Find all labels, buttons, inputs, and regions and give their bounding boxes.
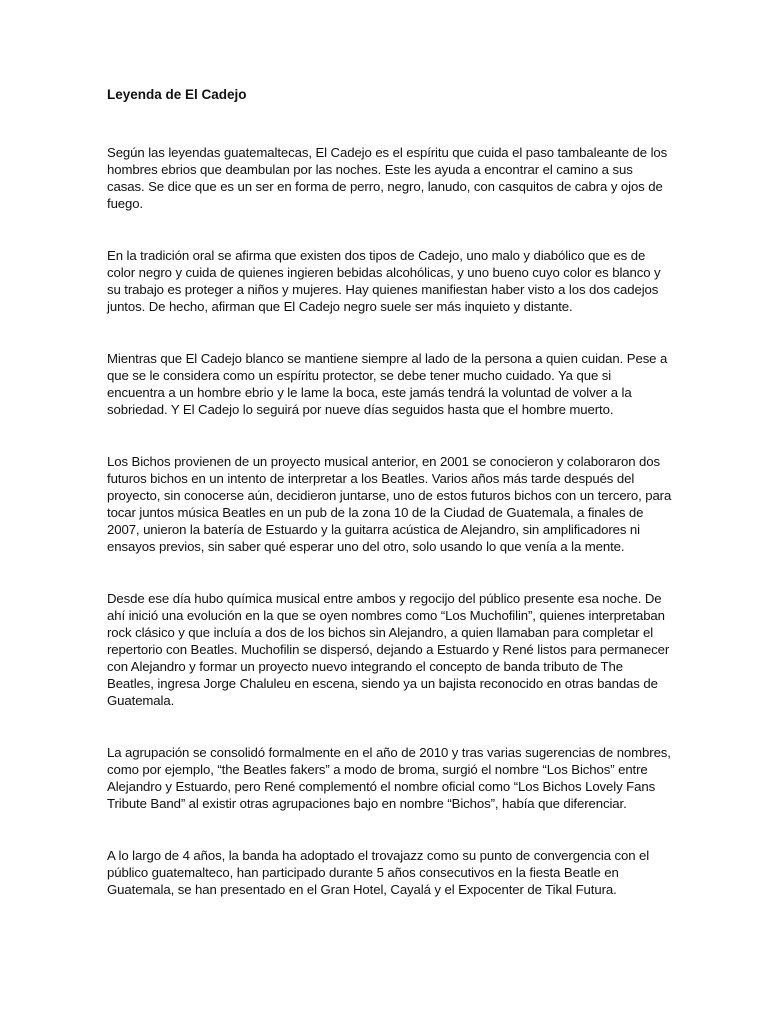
document-page (107, 86, 672, 933)
paragraph-bichos-name: La agrupación se consolidó formalmente en el año de 2010 y tras varias sugerencias de nombres, como por ejemplo, “the Beatles fakers” a modo de broma, surgió el nombre “Los Bichos” entre Alejandro y Estuardo, pero René complementó el nombre oficial como “Los Bichos Lovely Fans Tribute Band” al existir otras agrupaciones bajo en nombre “Bichos”, había que diferenciar. (107, 745, 671, 811)
paragraph-bichos-trovajazz: A lo largo de 4 años, la banda ha adoptado el trovajazz como su punto de convergencia con el público guatemalteco, han participado durante 5 años consecutivos en la fiesta Beatle en Guatemala, se han presentado en el Gran Hotel, Cayalá y el Expocenter de Tikal Futura. (107, 848, 650, 897)
paragraph-bichos-evolution: Desde ese día hubo química musical entre ambos y regocijo del público presente esa noche. De ahí inició una evolución en la que se oyen nombres como “Los Muchofilin”, quienes interpretaban rock clásico y que incluía a dos de los bichos sin Alejandro, a quien llamaban para completar el repertorio con Beatles. Muchofilin se dispersó, dejando a Estuardo y René listos para permanecer con Alejandro y formar un proyecto nuevo integrando el concepto de banda tributo de The Beatles, ingresa Jorge Chaluleu en escena, siendo ya un bajista reconocido en otras bandas de Guatemala. (107, 591, 670, 708)
paragraph-cadejo-white: Mientras que El Cadejo blanco se mantiene siempre al lado de la persona a quien cuidan. Pese a que se le considera como un espíritu protector, se debe tener mucho cuidado. Ya que si encuentra a un hombre ebrio y le lame la boca, este jamás tendrá la voluntad de volver a la sobriedad. Y El Cadejo lo seguirá por nueve días seguidos hasta que el hombre muerto. (107, 351, 668, 417)
document-title: Leyenda de El Cadejo (107, 87, 247, 102)
paragraph-cadejo-intro: Según las leyendas guatemaltecas, El Cadejo es el espíritu que cuida el paso tambaleante de los hombres ebrios que deambulan por las noches. Este les ayuda a encontrar el camino a sus casas. Se dice que es un ser en forma de perro, negro, lanudo, con casquitos de cabra y ojos de fuego. (107, 145, 668, 211)
paragraph-cadejo-types: En la tradición oral se afirma que existen dos tipos de Cadejo, uno malo y diabólico que es de color negro y cuida de quienes ingieren bebidas alcohólicas, y uno bueno cuyo color es blanco y su trabajo es proteger a niños y mujeres. Hay quienes manifiestan haber visto a los dos cadejos juntos. De hecho, afirman que El Cadejo negro suele ser más inquieto y distante. (107, 248, 661, 314)
paragraph-bichos-origin: Los Bichos provienen de un proyecto musical anterior, en 2001 se conocieron y colaboraron dos futuros bichos en un intento de interpretar a los Beatles. Varios años más tarde después del proyecto, sin conocerse aún, decidieron juntarse, uno de estos futuros bichos con un tercero, para tocar juntos música Beatles en un pub de la zona 10 de la Ciudad de Guatemala, a finales de 2007, unieron la batería de Estuardo y la guitarra acústica de Alejandro, sin amplificadores ni ensayos previos, sin saber qué esperar uno del otro, solo usando lo que venía a la mente. (107, 454, 672, 554)
